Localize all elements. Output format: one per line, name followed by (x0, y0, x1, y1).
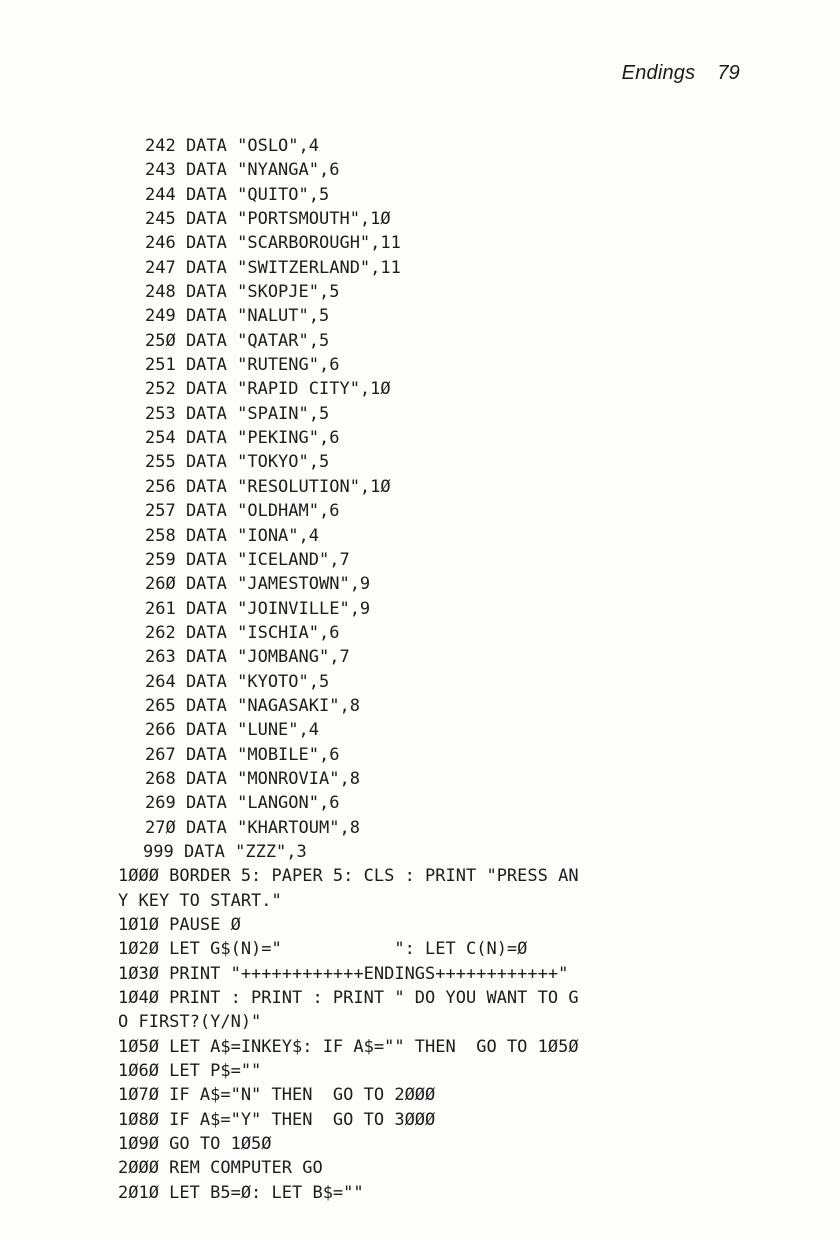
code-line: 269 DATA "LANGON",6 (145, 793, 340, 814)
code-line: 253 DATA "SPAIN",5 (145, 403, 330, 424)
code-line: 258 DATA "IONA",4 (145, 525, 319, 546)
code-line: Y KEY TO START." (118, 890, 282, 911)
code-line: 243 DATA "NYANGA",6 (145, 160, 340, 181)
code-line: 259 DATA "ICELAND",7 (145, 549, 350, 570)
code-line: 247 DATA "SWITZERLAND",11 (145, 257, 401, 278)
code-line: 257 DATA "OLDHAM",6 (145, 501, 340, 522)
code-line: O FIRST?(Y/N)" (118, 1012, 262, 1033)
running-head (560, 62, 740, 85)
basic-program-listing (0, 134, 840, 1205)
code-line: 2Ø1Ø LET B5=Ø: LET B$="" (118, 1182, 364, 1203)
code-line: 1Ø1Ø PAUSE Ø (118, 915, 241, 935)
code-line: 2ØØØ REM COMPUTER GO (118, 1158, 323, 1179)
code-line: 1Ø9Ø GO TO 1Ø5Ø (118, 1134, 272, 1155)
code-line: 1ØØØ BORDER 5: PAPER 5: CLS : PRINT "PRESS AN (118, 866, 579, 887)
code-line: 249 DATA "NALUT",5 (145, 306, 330, 327)
code-line: 1Ø5Ø LET A$=INKEY$: IF A$="" THEN GO TO 1Ø5Ø (118, 1036, 579, 1057)
section-title: Endings (621, 62, 696, 84)
code-line: 26Ø DATA "JAMESTOWN",9 (145, 574, 371, 595)
code-line: 246 DATA "SCARBOROUGH",11 (145, 233, 401, 254)
code-line: 1Ø7Ø IF A$="N" THEN GO TO 2ØØØ (118, 1085, 436, 1106)
code-line: 244 DATA "QUITO",5 (145, 184, 330, 205)
code-line: 1Ø2Ø LET G$(N)=" ": LET C(N)=Ø (118, 939, 528, 960)
code-line: 268 DATA "MONROVIA",8 (145, 768, 360, 789)
code-line: 251 DATA "RUTENG",6 (145, 355, 340, 376)
code-line: 1Ø4Ø PRINT : PRINT : PRINT " DO YOU WANT TO G (118, 988, 579, 1009)
page-number: 79 (717, 62, 740, 84)
code-line: 1Ø6Ø LET P$="" (118, 1061, 262, 1082)
code-line: 27Ø DATA "KHARTOUM",8 (145, 817, 360, 838)
code-line: 267 DATA "MOBILE",6 (145, 744, 340, 765)
code-line: 261 DATA "JOINVILLE",9 (145, 598, 371, 619)
code-line: 255 DATA "TOKYO",5 (145, 452, 330, 473)
code-line: 266 DATA "LUNE",4 (145, 720, 319, 741)
code-line: 245 DATA "PORTSMOUTH",1Ø (145, 209, 391, 230)
code-line: 999 DATA "ZZZ",3 (143, 841, 307, 862)
code-line: 242 DATA "OSLO",4 (145, 136, 319, 156)
code-line: 263 DATA "JOMBANG",7 (145, 647, 350, 668)
code-line: 248 DATA "SKOPJE",5 (145, 282, 340, 303)
code-line: 256 DATA "RESOLUTION",1Ø (145, 476, 391, 497)
code-line: 252 DATA "RAPID CITY",1Ø (145, 379, 391, 400)
code-line: 1Ø3Ø PRINT "++++++++++++ENDINGS++++++++++++" (118, 963, 569, 984)
code-line: 1Ø8Ø IF A$="Y" THEN GO TO 3ØØØ (118, 1109, 436, 1130)
code-line: 262 DATA "ISCHIA",6 (145, 622, 340, 643)
code-line: 254 DATA "PEKING",6 (145, 428, 340, 449)
code-line: 25Ø DATA "QATAR",5 (145, 330, 330, 351)
code-line: 264 DATA "KYOTO",5 (145, 671, 330, 692)
code-line: 265 DATA "NAGASAKI",8 (145, 695, 360, 716)
